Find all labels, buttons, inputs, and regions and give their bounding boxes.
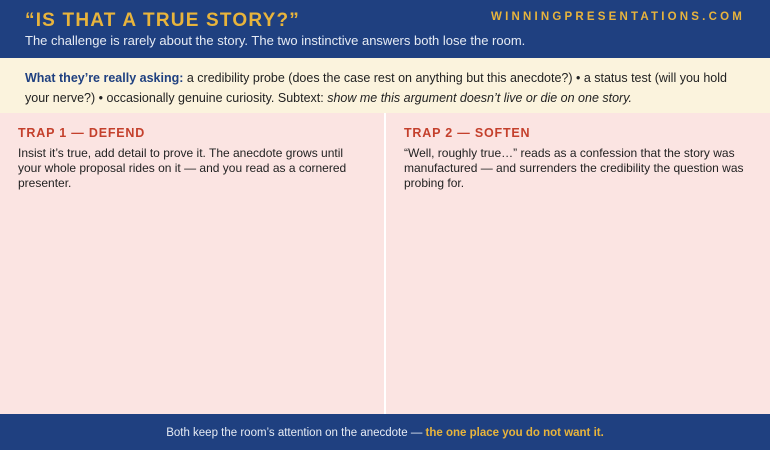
footer-emphasis: the one place you do not want it. — [425, 427, 604, 439]
context-panel — [0, 58, 770, 113]
context-lead: What they’re really asking: — [25, 71, 184, 85]
context-subtext: show me this argument doesn’t live or die on one story. — [327, 91, 633, 105]
context-body: a credibility probe (does the case rest on anything but this anecdote?) • a status test (will you hold your nerve?) • occasionally genuine curiosity. Subtext: — [25, 71, 727, 105]
trap-2-panel — [386, 113, 770, 414]
trap-1-title: TRAP 1 — DEFEND — [18, 126, 146, 140]
trap-1-panel — [0, 113, 384, 414]
context-text — [25, 68, 750, 108]
header-bar — [0, 0, 770, 58]
brand-name: WINNINGPRESENTATIONS.COM — [491, 11, 745, 23]
footer-text — [166, 427, 604, 439]
page-title: “IS THAT A TRUE STORY?” — [25, 10, 300, 31]
trap-1-body: Insist it’s true, add detail to prove it. The anecdote grows until your whole proposal rides on it — and you read as a cornered presenter. — [18, 146, 347, 190]
footer-main: Both keep the room’s attention on the anecdote — — [166, 427, 426, 439]
footer-bar — [0, 414, 770, 450]
page-subtitle: The challenge is rarely about the story. The two instinctive answers both lose the room. — [25, 33, 526, 48]
trap-2-body: “Well, roughly true…” reads as a confession that the story was manufactured — and surrenders the credibility the question was probing for. — [404, 146, 744, 190]
trap-2-title: TRAP 2 — SOFTEN — [404, 126, 531, 140]
